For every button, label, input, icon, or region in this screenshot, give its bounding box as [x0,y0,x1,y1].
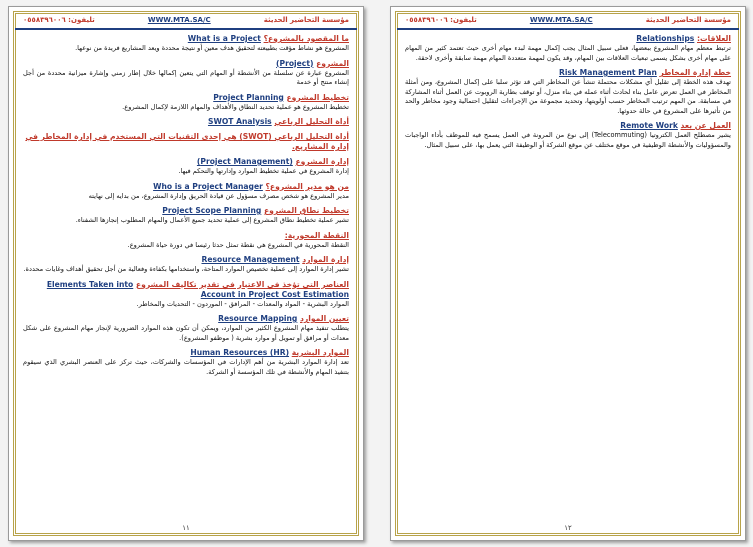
heading-arabic: العمل عن بعد [680,121,731,130]
heading-english: (Project Management) [196,157,293,166]
heading-english: Who is a Project Manager [153,181,263,191]
heading-english: Resource Mapping [218,314,298,323]
section [23,93,349,113]
section [405,34,731,63]
section-heading [23,255,349,265]
page-number: ١١ [182,524,190,532]
section-body: تخطيط المشروع هو عملية تحديد النطاق والأهداف والمهام اللازمة لإكمال المشروع. [122,102,349,111]
heading-english: SWOT Analysis [207,117,272,126]
section-body: تشير عملية تخطيط نطاق المشروع إلى عملية تحديد جميع الأعمال والمهام المطلوب إنجازها الشفناء. [75,216,349,224]
section-body: الموارد البشرية - المواد والمعدات - المرافق - الموردون - التحديات والمخاطر. [136,299,349,308]
section-body: ترتبط معظم مهام المشروع ببعضها، فعلى سبيل المثال يجب إكمال مهمة لبدء مهام أخرى حيث تعتمد كثير من المهام على مهام أخرى بشكل يسمى تبعيات العلاقات بين المهام، وقد يكون لمهمة متعددة المهام مهمة سابقة وأخرى لاحقة. [405,44,731,62]
section-body: تعد إدارة الموارد البشرية من أهم الإدارات في المؤسسات والشركات، حيث تركز على العنصر البشري الذي سيقوم بتنفيذ المهام والأنشطة في تلك المؤسسة أو الشركة. [23,358,349,376]
heading-english: Remote Work [620,121,678,130]
heading-arabic: العلاقات: [697,34,731,43]
header-url[interactable]: WWW.MTA.SA/C [529,16,593,24]
section [23,314,349,343]
heading-arabic: المشروع [316,58,349,68]
heading-english: What is a Project [187,34,261,43]
section-heading [23,348,349,358]
section-body: إدارة المشروع في عملية تخطيط الموارد وإدارتها والتحكم فيها. [178,167,349,175]
section [23,182,349,202]
header-org: مؤسسة التحاضير الحديثة [263,16,349,24]
heading-arabic: من هو مدير المشروع؟ [265,181,349,191]
section-heading [23,34,349,44]
section-heading [23,231,349,241]
heading-arabic: إدارة الموارد [302,255,349,264]
section-body: يشير مصطلح العمل الكتروتيا (Telecommuting) إلى نوع من المرونة في العمل يسمح فيه للموظف بأداء الواجبات والمسؤوليات والأنشطة الوظيفية في موقع مختلف عن موقع الشركة أو الوظيفة التي يعمل بها، على سبيل المثال. [405,131,731,149]
right-page-content [405,34,731,520]
heading-arabic: أداة التحليل الرباعي (SWOT) هي إحدى التقنيات التي المستخدم في إدارة المخاطر في إدارة المشاريع. [25,132,349,151]
section-body: المشروع عبارة عن سلسلة من الأنشطة أو المهام التي يتعين إكمالها خلال إطار زمني وإشارة ميزانية محددة من أجل إنشاء منتج أو خدمة [23,68,349,86]
section [23,348,349,377]
section [23,280,349,310]
section [405,121,731,150]
section-heading [23,182,349,192]
heading-english: Risk Management Plan [558,68,657,77]
heading-arabic: تخطيط نطاق المشروع [263,206,349,215]
page-header [397,12,739,30]
section [23,117,349,127]
section [23,34,349,54]
heading-arabic: أداة التحليل الرباعي [274,117,349,126]
section-heading [405,121,731,131]
right-page [390,6,746,541]
header-url[interactable]: WWW.MTA.SA/C [147,16,211,24]
section [23,132,349,152]
section-heading [23,93,349,103]
heading-arabic: خطة إدارة المخاطر [659,68,731,77]
heading-arabic: العناصر التي تؤخذ في الاعتبار في تقدير تكاليف المشروع [135,279,349,289]
section-body: مدير المشروع هو شخص مصرف مسؤول عن قيادة الحريق وإدارة المشروع، من بدايه إلى نهايته [88,191,349,200]
heading-arabic: الموارد البشرية [291,348,349,357]
section-body: النقطة المحورية في المشروع هي نقطة تمثل حدثا رئيسا في دورة حياة المشروع. [127,240,349,249]
heading-arabic: تعيين الموارد [300,314,349,323]
heading-arabic: إدارة المشروع [295,157,349,166]
section-heading [405,68,731,78]
section-heading [23,157,349,167]
section-heading [23,206,349,216]
section [23,206,349,226]
page-header [15,12,357,30]
left-page [8,6,364,541]
section-heading [23,314,349,324]
heading-arabic: ما المقصود بالمشروع؟ [263,34,349,43]
section-body: تشير إدارة الموارد إلى عملية تخصيص الموارد المتاحة، واستخدامها بكفاءة وفعالية من أجل تحقيق أهداف وغايات محددة. [23,265,349,273]
section-body: يتطلب تنفيذ مهام المشروع الكثير من الموارد، ويمكن أن تكون هذه الموارد الضرورية لإنجاز مهام المشروع على شكل معدات أو مرافق أو تمويل أو موارد بشرية ( موظفو المشروع). [23,324,349,342]
section-heading [23,59,349,69]
section-heading [23,132,349,152]
header-phone: تليفون: ٠٥٥٨٣٩٦٠٠٦ [23,16,95,24]
page-number: ١٢ [564,524,572,532]
section-heading [23,280,349,300]
section-heading [405,34,731,44]
heading-arabic: النقطة المحورية: [284,230,349,240]
heading-english: Human Resources (HR) [190,348,290,357]
header-org: مؤسسة التحاضير الحديثة [645,16,731,24]
header-phone: تليفون: ٠٥٥٨٣٩٦٠٠٦ [405,16,477,24]
heading-english: Relationships [636,34,695,43]
section [23,157,349,177]
section-body: تهدف هذه الخطة إلى تقليل أي مشكلات محتملة تنشأ عن المخاطر التي قد تؤثر سلبا على إكمال المشروع، ومن أمثلة المخاطر في العمل تعرض عامل بناء لحادث أثناء عمله في بناء منزل، أو توقف بطارية الروبوت عن العمل أثناء المشاركة في مسابقة. من المهم ترتيب المخاطر حسب أولويتها، وتحديد مجموعة من الإجراءات لتقليل احتمالية وجود مخاطر والحد من تأثيرها على المشروع في حالة حدوثها. [405,78,731,115]
heading-arabic: تخطيط المشروع [286,92,349,102]
heading-english: Project Scope Planning [162,206,262,215]
heading-english: (Project) [276,58,314,68]
section-body: المشروع هو نشاط مؤقت بطبيعته لتحقيق هدف معين أو نتيجة محددة ويعد المشاريع فريدة من نوعها. [75,44,349,52]
heading-english: Resource Management [201,255,300,264]
heading-english: Project Planning [213,92,284,102]
section [23,59,349,88]
section [23,231,349,251]
heading-english: Elements Taken into Account in Project Cost Estimation [46,279,349,299]
section-heading [23,117,349,127]
section [23,255,349,275]
left-page-content [23,34,349,520]
section [405,68,731,116]
